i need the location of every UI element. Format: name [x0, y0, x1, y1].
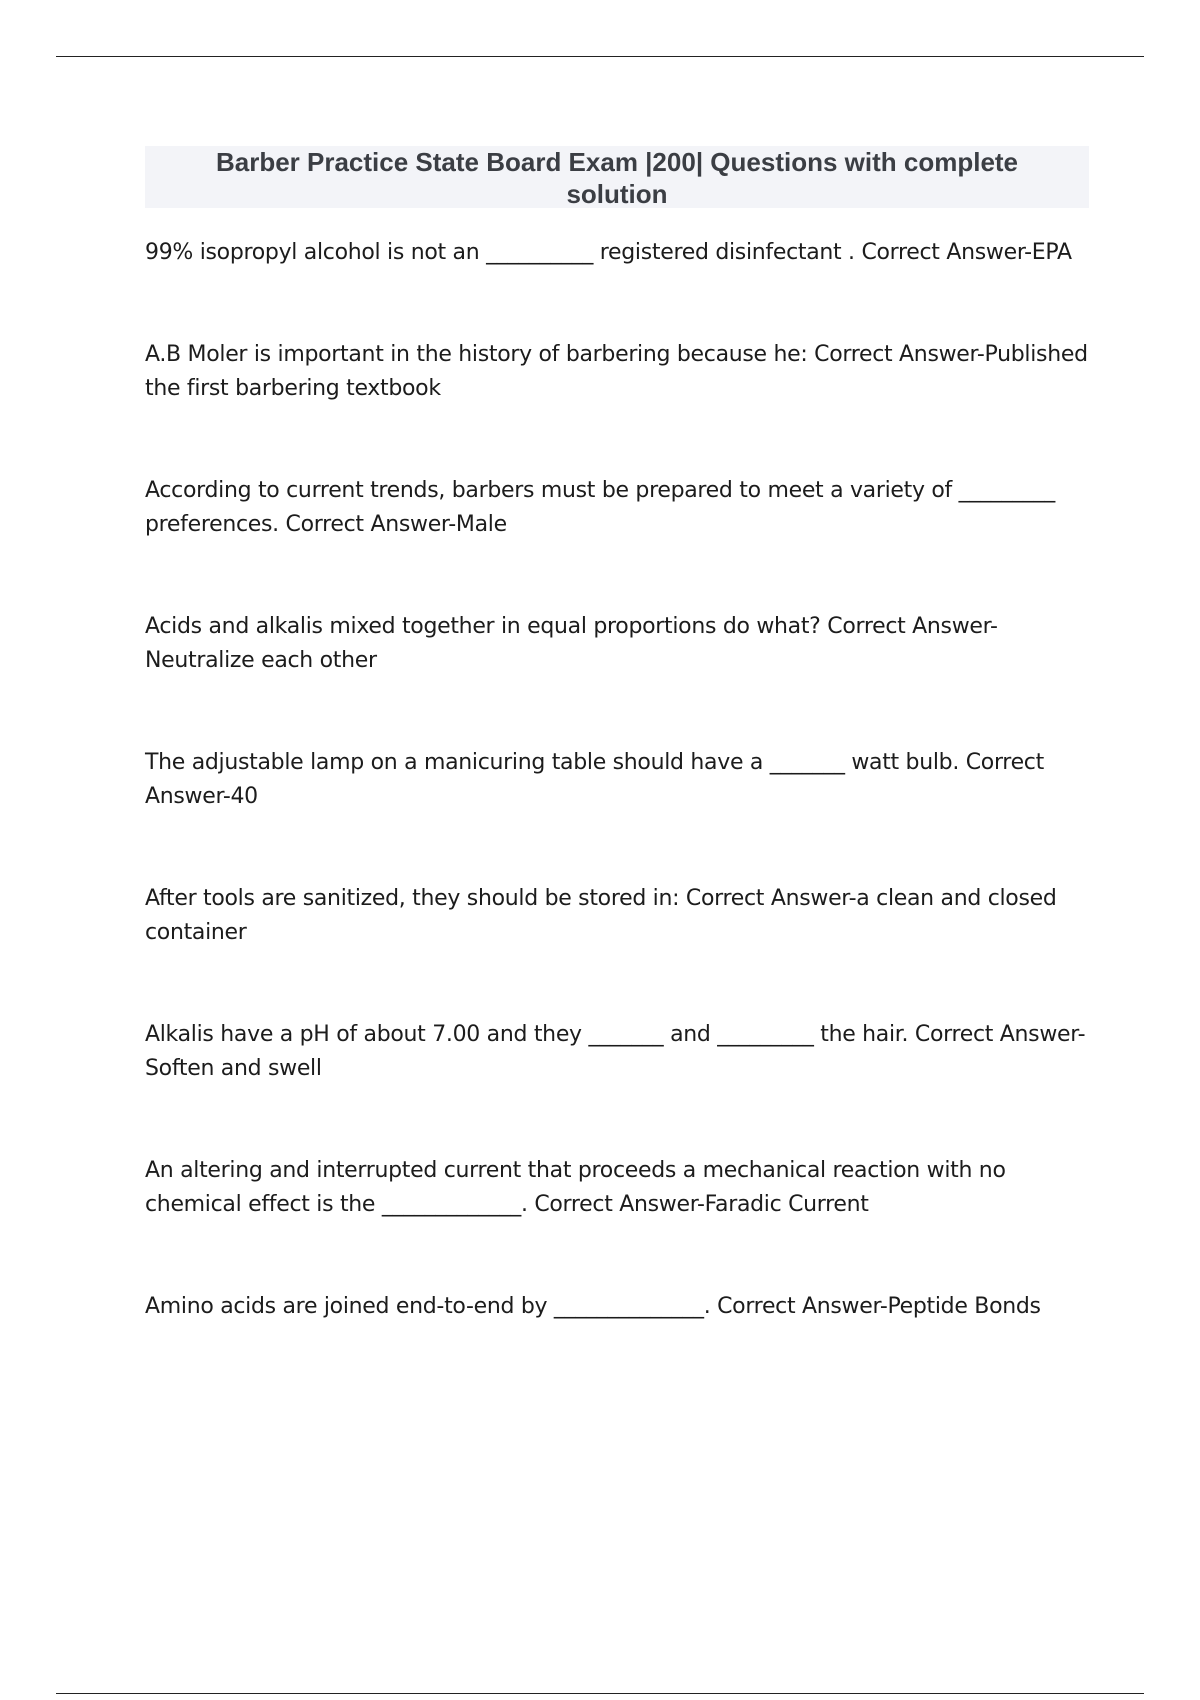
question-item: A.B Moler is important in the history of barbering because he: Correct Answer-Published the first barbering textbook — [145, 342, 1088, 401]
question-item: Acids and alkalis mixed together in equal proportions do what? Correct Answer-Neutralize each other — [145, 614, 998, 673]
question-list — [145, 236, 1105, 1392]
question-item: According to current trends, barbers must be prepared to meet a variety of _________ preferences. Correct Answer-Male — [145, 478, 1055, 537]
question-item: An altering and interrupted current that proceeds a mechanical reaction with no chemical effect is the _____________. Correct Answer-Faradic Current — [145, 1158, 1006, 1217]
question-item: The adjustable lamp on a manicuring table should have a _______ watt bulb. Correct Answer-40 — [145, 750, 1044, 809]
question-item: Alkalis have a pH of about 7.00 and they _______ and _________ the hair. Correct Answer-Soften and swell — [145, 1022, 1086, 1081]
bottom-rule — [56, 1693, 1144, 1694]
page-title: Barber Practice State Board Exam |200| Questions with complete solution — [215, 147, 1019, 209]
question-item: Amino acids are joined end-to-end by ______________. Correct Answer-Peptide Bonds — [145, 1294, 1041, 1319]
question-item: 99% isopropyl alcohol is not an __________ registered disinfectant . Correct Answer-EPA — [145, 240, 1072, 265]
top-rule — [56, 56, 1144, 57]
question-item: After tools are sanitized, they should be stored in: Correct Answer-a clean and closed container — [145, 886, 1057, 945]
title-banner — [145, 146, 1089, 208]
